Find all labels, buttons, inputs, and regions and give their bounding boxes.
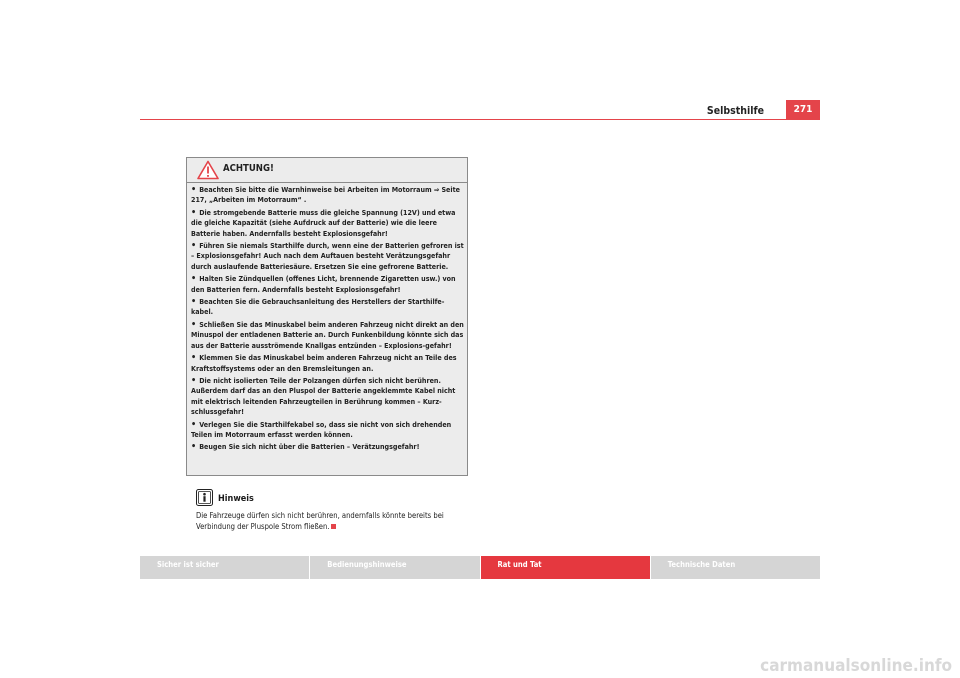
warning-item bbox=[191, 420, 464, 441]
bullet-icon: • bbox=[191, 375, 197, 386]
bullet-icon: • bbox=[191, 442, 197, 453]
page-number: 271 bbox=[786, 100, 820, 120]
warning-item-text: Schließen Sie das Minuskabel beim anderen Fahrzeug nicht direkt an den Minuspol der entladenen Batterie an. Durch Funkenbildung könnte sich das aus der Batterie ausströmende Knallgas entzünden – Explosions-gefahr! bbox=[191, 319, 464, 350]
warning-body bbox=[187, 183, 467, 453]
note-text-content: Die Fahrzeuge dürfen sich nicht berühren, andernfalls könnte bereits bei Verbindung der Pluspole Strom fließen. bbox=[196, 511, 444, 531]
warning-triangle-icon bbox=[197, 160, 219, 180]
watermark: carmanualsonline.info bbox=[760, 656, 952, 676]
warning-item-text: Die nicht isolierten Teile der Polzangen dürfen sich nicht berühren. Außerdem darf das an den Pluspol der Batterie angeklemmte Kabel nicht mit elektrisch leitenden Fahrzeugteilen in Berührung kommen – Kurz-schlussgefahr! bbox=[191, 375, 456, 417]
bullet-icon: • bbox=[191, 241, 197, 252]
warning-item-text: Führen Sie niemals Starthilfe durch, wenn eine der Batterien gefroren ist – Explosionsgefahr! Auch nach dem Auftauen besteht Verätzungsgefahr durch auslaufende Batteriesäure. Ersetzen Sie eine gefrorene Batterie. bbox=[191, 241, 464, 271]
end-mark-icon bbox=[331, 524, 336, 529]
warning-item bbox=[191, 241, 464, 272]
warning-item-text: Halten Sie Zündquellen (offenes Licht, brennende Zigaretten usw.) von den Batterien fern. Andernfalls besteht Explosionsgefahr! bbox=[191, 274, 456, 294]
warning-item bbox=[191, 274, 464, 295]
bullet-icon: • bbox=[191, 274, 197, 285]
warning-box bbox=[186, 157, 468, 476]
warning-item-text: Verlegen Sie die Starthilfekabel so, dass sie nicht von sich drehenden Teilen im Motorraum erfasst werden können. bbox=[191, 419, 452, 439]
bullet-icon: • bbox=[191, 185, 197, 195]
bullet-icon: • bbox=[191, 419, 197, 430]
info-note-icon bbox=[196, 489, 213, 506]
warning-item-text: Beugen Sie sich nicht über die Batterien – Verätzungsgefahr! bbox=[199, 442, 420, 452]
note-title: Hinweis bbox=[218, 494, 254, 504]
warning-item bbox=[191, 208, 464, 239]
warning-item bbox=[191, 320, 464, 351]
bullet-icon: • bbox=[191, 353, 197, 364]
bullet-icon: • bbox=[191, 207, 197, 218]
header-rule bbox=[140, 119, 820, 120]
warning-item bbox=[191, 185, 464, 206]
warning-item bbox=[191, 442, 464, 452]
warning-item bbox=[191, 297, 464, 318]
footer-tab-1[interactable]: Bedienungshinweise bbox=[310, 556, 479, 579]
warning-item-text: Klemmen Sie das Minuskabel beim anderen Fahrzeug nicht an Teile des Kraftstoffsystems oder an den Bremsleitungen an. bbox=[191, 353, 457, 373]
bullet-icon: • bbox=[191, 297, 197, 308]
warning-item-text: Die stromgebende Batterie muss die gleiche Spannung (12V) und etwa die gleiche Kapazität (siehe Aufdruck auf der Batterie) wie die leere Batterie haben. Andernfalls besteht Explosionsgefahr! bbox=[191, 207, 456, 238]
warning-title: ACHTUNG! bbox=[223, 163, 274, 174]
footer-nav bbox=[140, 556, 820, 579]
warning-item-text: Beachten Sie bitte die Warnhinweise bei Arbeiten im Motorraum ⇒ Seite 217, „Arbeiten im Motorraum“ . bbox=[191, 185, 460, 205]
note-text bbox=[196, 510, 466, 532]
footer-tab-2[interactable]: Rat und Tat bbox=[481, 556, 650, 579]
warning-item-text: Beachten Sie die Gebrauchsanleitung des Herstellers der Starthilfe-kabel. bbox=[191, 297, 445, 317]
warning-item bbox=[191, 353, 464, 374]
bullet-icon: • bbox=[191, 319, 197, 330]
warning-header bbox=[187, 158, 467, 183]
header-title: Selbsthilfe bbox=[706, 105, 764, 117]
footer-tab-3[interactable]: Technische Daten bbox=[651, 556, 820, 579]
footer-tab-0[interactable]: Sicher ist sicher bbox=[140, 556, 309, 579]
warning-item bbox=[191, 376, 464, 418]
